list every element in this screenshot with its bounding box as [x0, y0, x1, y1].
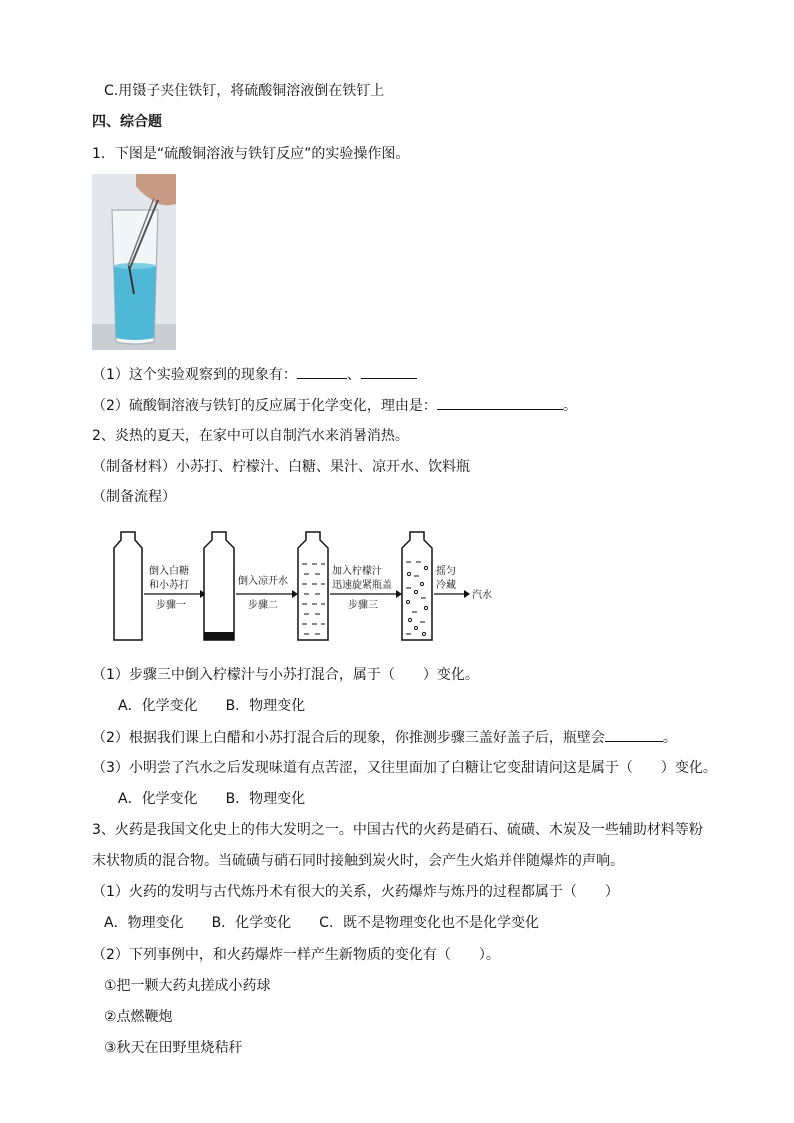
answer-blank-1[interactable]: [297, 364, 347, 379]
question-3-line-2: 末状物质的混合物。当硫磺与硝石同时接触到炭火时，会产生火焰并伴随爆炸的声响。: [92, 853, 624, 869]
step2-label-bot: 步骤二: [248, 600, 278, 611]
list-item-1: ①把一颗大药丸搓成小药球: [104, 978, 271, 994]
q2-3-options: A．化学变化 B．物理变化: [118, 791, 306, 807]
question-1-2: [92, 395, 577, 416]
question-3-2: （2）下列事例中，和火药爆炸一样产生新物质的变化有（ ）。: [92, 947, 500, 963]
option-c: C.用镊子夹住铁钉，将硫酸铜溶液倒在铁钉上: [104, 83, 385, 99]
separator: 、: [346, 367, 361, 383]
bottle-1: [114, 532, 142, 640]
step1-label-mid: 和小苏打: [149, 580, 189, 591]
question-1-1: [92, 364, 417, 385]
answer-blank-2[interactable]: [361, 364, 417, 379]
q2-2-text: （2）根据我们课上白醋和小苏打混合后的现象，你推测步骤三盖好盖子后，瓶壁会: [92, 730, 605, 746]
question-3-line-1: 3、火药是我国文化史上的伟大发明之一。中国古代的火药是硝石、硫磺、木炭及一些辅助材料等粉: [92, 822, 703, 838]
step4-label-top: 摇匀: [436, 566, 456, 577]
question-2-1: （1）步骤三中倒入柠檬汁与小苏打混合，属于（ ）变化。: [92, 667, 479, 683]
step3-label-bot: 步骤三: [348, 600, 378, 611]
materials-line: （制备材料）小苏打、柠檬汁、白糖、果汁、凉开水、饮料瓶: [92, 459, 470, 475]
q3-1-options: A．物理变化 B．化学变化 C．既不是物理变化也不是化学变化: [104, 915, 539, 931]
process-heading: （制备流程）: [92, 489, 176, 505]
q1-1-text: （1）这个实验观察到的现象有：: [92, 367, 297, 383]
question-2-3: （3）小明尝了汽水之后发现味道有点苦涩，又往里面加了白糖让它变甜请问这是属于（ ）变化。: [92, 760, 717, 776]
q2-1-options: A．化学变化 B．物理变化: [118, 698, 306, 714]
q1-2-text: （2）硫酸铜溶液与铁钉的反应属于化学变化，理由是：: [92, 398, 437, 414]
question-3-1: （1）火药的发明与古代炼丹术有很大的关系，火药爆炸与炼丹的过程都属于（ ）: [92, 884, 619, 900]
result-label: 汽水: [472, 590, 492, 601]
list-item-3: ③秋天在田野里烧秸秆: [104, 1040, 243, 1056]
section-heading: 四、综合题: [92, 114, 162, 130]
process-diagram: [104, 528, 504, 646]
bottle-4: [402, 532, 432, 640]
answer-blank-3[interactable]: [437, 395, 563, 410]
list-item-2: ②点燃鞭炮: [104, 1009, 173, 1025]
question-2-2: [92, 727, 677, 748]
experiment-photo: [92, 174, 176, 350]
step4-label-mid: 冷藏: [436, 580, 456, 591]
q2-2-end: 。: [662, 730, 677, 746]
bottle-2: [204, 532, 234, 640]
question-1: 1．下图是“硫酸铜溶液与铁钉反应”的实验操作图。: [92, 146, 410, 162]
step1-label-bot: 步骤一: [156, 600, 186, 611]
step1-label-top: 倒入白糖: [149, 566, 189, 577]
step2-label-top: 倒入凉开水: [238, 576, 288, 587]
question-2: 2、炎热的夏天，在家中可以自制汽水来消暑消热。: [92, 428, 409, 444]
step3-label-top: 加入柠檬汁: [332, 566, 382, 577]
step3-label-mid: 迅速旋紧瓶盖: [332, 580, 392, 591]
q1-2-end: 。: [562, 398, 577, 414]
answer-blank-4[interactable]: [605, 727, 663, 742]
